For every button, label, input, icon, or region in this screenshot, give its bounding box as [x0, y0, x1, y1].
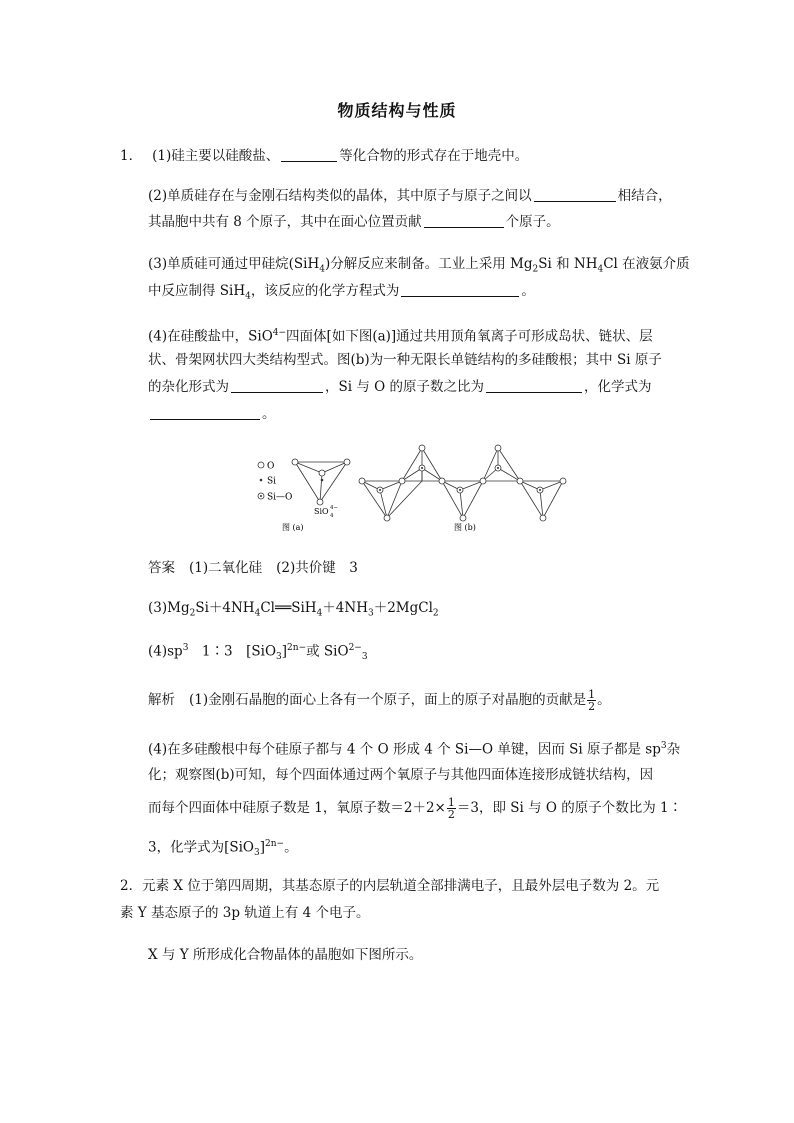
- tetrahedron-a: [292, 459, 350, 505]
- legend-si-label: Si: [267, 476, 277, 487]
- blank-4-1: [231, 378, 323, 393]
- blank-2-1: [534, 187, 616, 202]
- answer-4-c-sub: 3: [361, 652, 368, 663]
- q1-part4-line3: [148, 377, 652, 397]
- q1-p3-d: Cl 在液氨介质: [603, 256, 690, 272]
- q1-part3-line2: [148, 281, 535, 307]
- answer-4-a-sup: 3: [182, 643, 189, 653]
- analysis-2-f-sup: 2n−: [265, 839, 285, 849]
- analysis-2-a: (4)在多硅酸根中每个硅原子都与 4 个 O 形成 4 个 Si—O 单键，因而 Si 原子都是 sp: [148, 741, 661, 758]
- analysis-label: 解析: [148, 692, 175, 708]
- q1-p2-text-b: 相结合，: [617, 188, 672, 204]
- q1-part3-line1: [148, 254, 690, 280]
- q1-p4-a-sup: 4−: [272, 328, 287, 338]
- blank-2-2: [424, 213, 504, 228]
- analysis-2-g: 。: [284, 839, 298, 856]
- legend-o-label: O: [267, 461, 275, 472]
- caption-a: 图 (a): [282, 523, 304, 532]
- answer-3-b: Si＋4NH: [195, 600, 255, 616]
- answer-4-a: (4)sp: [148, 643, 183, 660]
- q1-p1-text-end: 等化合物的形式存在于地壳中。: [339, 148, 529, 164]
- analysis-2-f: 3，化学式为[SiO: [148, 839, 254, 856]
- analysis-1: (1)金刚石晶胞的面心上各有一个原子，面上的原子对晶胞的贡献是: [189, 692, 587, 708]
- q1-p3-e: 中反应制得 SiH: [148, 283, 246, 299]
- ion-label-sub: 4: [330, 513, 334, 519]
- q1-p3-b-sub: 2: [532, 264, 539, 275]
- blank-4-2: [486, 378, 582, 393]
- answer-label: 答案: [148, 560, 175, 576]
- fraction-1-num: 1: [588, 688, 596, 701]
- q1-p4-e: ，Si 与 O 的原子数之比为: [325, 379, 485, 395]
- q1-p4-a: (4)在硅酸盐中，SiO: [148, 328, 273, 345]
- answer-3-d: ＋4NH: [322, 600, 368, 616]
- q1-p3-e-sub: 4: [245, 291, 251, 302]
- analysis-line5: 3，化学式为$[SiO_3]^{2n-}$。: [148, 839, 298, 859]
- q1-p2-text-d: 个原子。: [505, 214, 560, 230]
- q1-p3-c-sub: 4: [597, 264, 604, 275]
- answer-3-e: ＋2MgCl: [373, 600, 433, 616]
- fraction-1-den: 2: [588, 700, 596, 713]
- answer-line1: [148, 558, 358, 578]
- blank-3-1: [401, 282, 519, 297]
- q1-p4-f: ，化学式为: [584, 379, 652, 395]
- q1-p4-b: 四面体[如下图(a)]通过共用顶角氧离子可形成岛状、链状、层: [286, 328, 653, 345]
- analysis-2-e: ＝3，即 Si 与 O 的原子个数比为 1∶: [456, 800, 683, 816]
- answer-3-b-sub: 4: [254, 608, 261, 619]
- answer-3-d-sub: 3: [367, 608, 374, 619]
- answer-3-c: Cl══SiH: [260, 600, 317, 616]
- q1-p1-text: (1)硅主要以硅酸盐、: [152, 148, 280, 164]
- fraction-2-den: 2: [447, 808, 455, 821]
- ion-label-sup: 4−: [330, 505, 339, 511]
- q1-part2-line2: [148, 212, 560, 232]
- q2-p1: 2．元素 X 位于第四周期，其基态原子的内层轨道全部排满电子，且最外层电子数为 2。元: [120, 878, 660, 894]
- analysis-2-a-sup: 3: [660, 741, 667, 751]
- q2-line2: [120, 903, 369, 923]
- q1-number: 1．: [120, 148, 143, 164]
- q1-p3-c: Si 和 NH: [538, 256, 598, 272]
- answer-4-b-sub: 3: [276, 652, 282, 663]
- answer-3-c-sub: 4: [316, 608, 323, 619]
- q1-p2-text: (2)单质硅存在与金刚石结构类似的晶体，其中原子与原子之间以: [148, 188, 532, 204]
- q1-p3-g: 。: [521, 283, 535, 299]
- analysis-line3: [148, 765, 653, 785]
- q1-part4-line1: [148, 323, 653, 347]
- analysis-line2: [148, 736, 680, 760]
- analysis-line1: [148, 687, 611, 713]
- fraction-half-2: [447, 797, 456, 820]
- answer-3-a: (3)Mg: [148, 600, 190, 616]
- analysis-1-end: 。: [597, 692, 611, 708]
- q2-p2: 素 Y 基态原子的 3p 轨道上有 4 个电子。: [120, 905, 370, 921]
- legend-o-symbol: [258, 462, 264, 468]
- answer-line2: [148, 598, 439, 624]
- answer-3-e-sub: 2: [432, 608, 439, 619]
- q1-part4-line2: [148, 350, 662, 370]
- fraction-half-1: [587, 689, 596, 712]
- silicate-figure: [250, 440, 580, 540]
- answer-4-b: 1∶3 [SiO: [188, 643, 277, 660]
- analysis-2-b: 杂: [666, 741, 681, 758]
- analysis-2-d: 而每个四面体中硅原子数是 1，氧原子数＝2＋2×: [148, 800, 446, 816]
- analysis-2-c: 化；观察图(b)可知，每个四面体通过两个氧原子与其他四面体连接形成链状结构，因: [148, 767, 654, 783]
- q1-p4-d: 的杂化形式为: [148, 379, 229, 395]
- answer-4-c: 或 SiO: [306, 643, 349, 660]
- blank-1-1: [281, 147, 337, 162]
- q1-part1: [120, 146, 528, 166]
- silicate-chain-b: [362, 448, 563, 518]
- page-title: 物质结构与性质: [337, 101, 457, 120]
- answer-1: (1)二氧化硅: [189, 560, 263, 576]
- caption-b: 图 (b): [454, 523, 476, 532]
- blank-4-3: [150, 405, 260, 420]
- q1-part4-line4: [148, 404, 276, 424]
- legend-sio-label: Si—O: [267, 492, 293, 503]
- q2-line1: [120, 876, 659, 896]
- q1-p3-a-sub: 4: [319, 264, 325, 275]
- q1-p2-text-c: 其晶胞中共有 8 个原子，其中在面心位置贡献: [148, 214, 422, 230]
- q1-p3-b: )分解反应来制备。工业上采用 Mg: [324, 256, 533, 272]
- analysis-line4: [148, 795, 682, 821]
- q1-p3-f: ，该反应的化学方程式为: [250, 283, 400, 299]
- q1-part2-line1: [148, 186, 672, 206]
- q1-p4-g: 。: [262, 406, 276, 422]
- legend-si-symbol: [260, 479, 263, 482]
- answer-line3: $(4)sp^3$ 1∶3 $[SiO_3]^{2n-}$或 SiO$^{2-}_3$: [148, 643, 368, 663]
- q1-p3-a: (3)单质硅可通过甲硅烷(SiH: [148, 256, 320, 272]
- ion-label: SiO: [314, 507, 329, 516]
- analysis-2-f-sub: 3: [254, 848, 260, 859]
- answer-4-b-sup: 2n−: [287, 643, 307, 653]
- q2-p3: X 与 Y 所形成化合物晶体的晶胞如下图所示。: [148, 947, 423, 963]
- q1-p4-c: 状、骨架网状四大类结构型式。图(b)为一种无限长单链结构的多硅酸根；其中 Si 原子: [148, 352, 662, 368]
- answer-2: (2)共价键 3: [276, 560, 358, 576]
- q2-line3: [148, 945, 422, 965]
- fraction-2-num: 1: [447, 796, 455, 809]
- answer-3-a-sub: 2: [189, 608, 196, 619]
- answer-4-c-sup: 2−: [348, 643, 362, 653]
